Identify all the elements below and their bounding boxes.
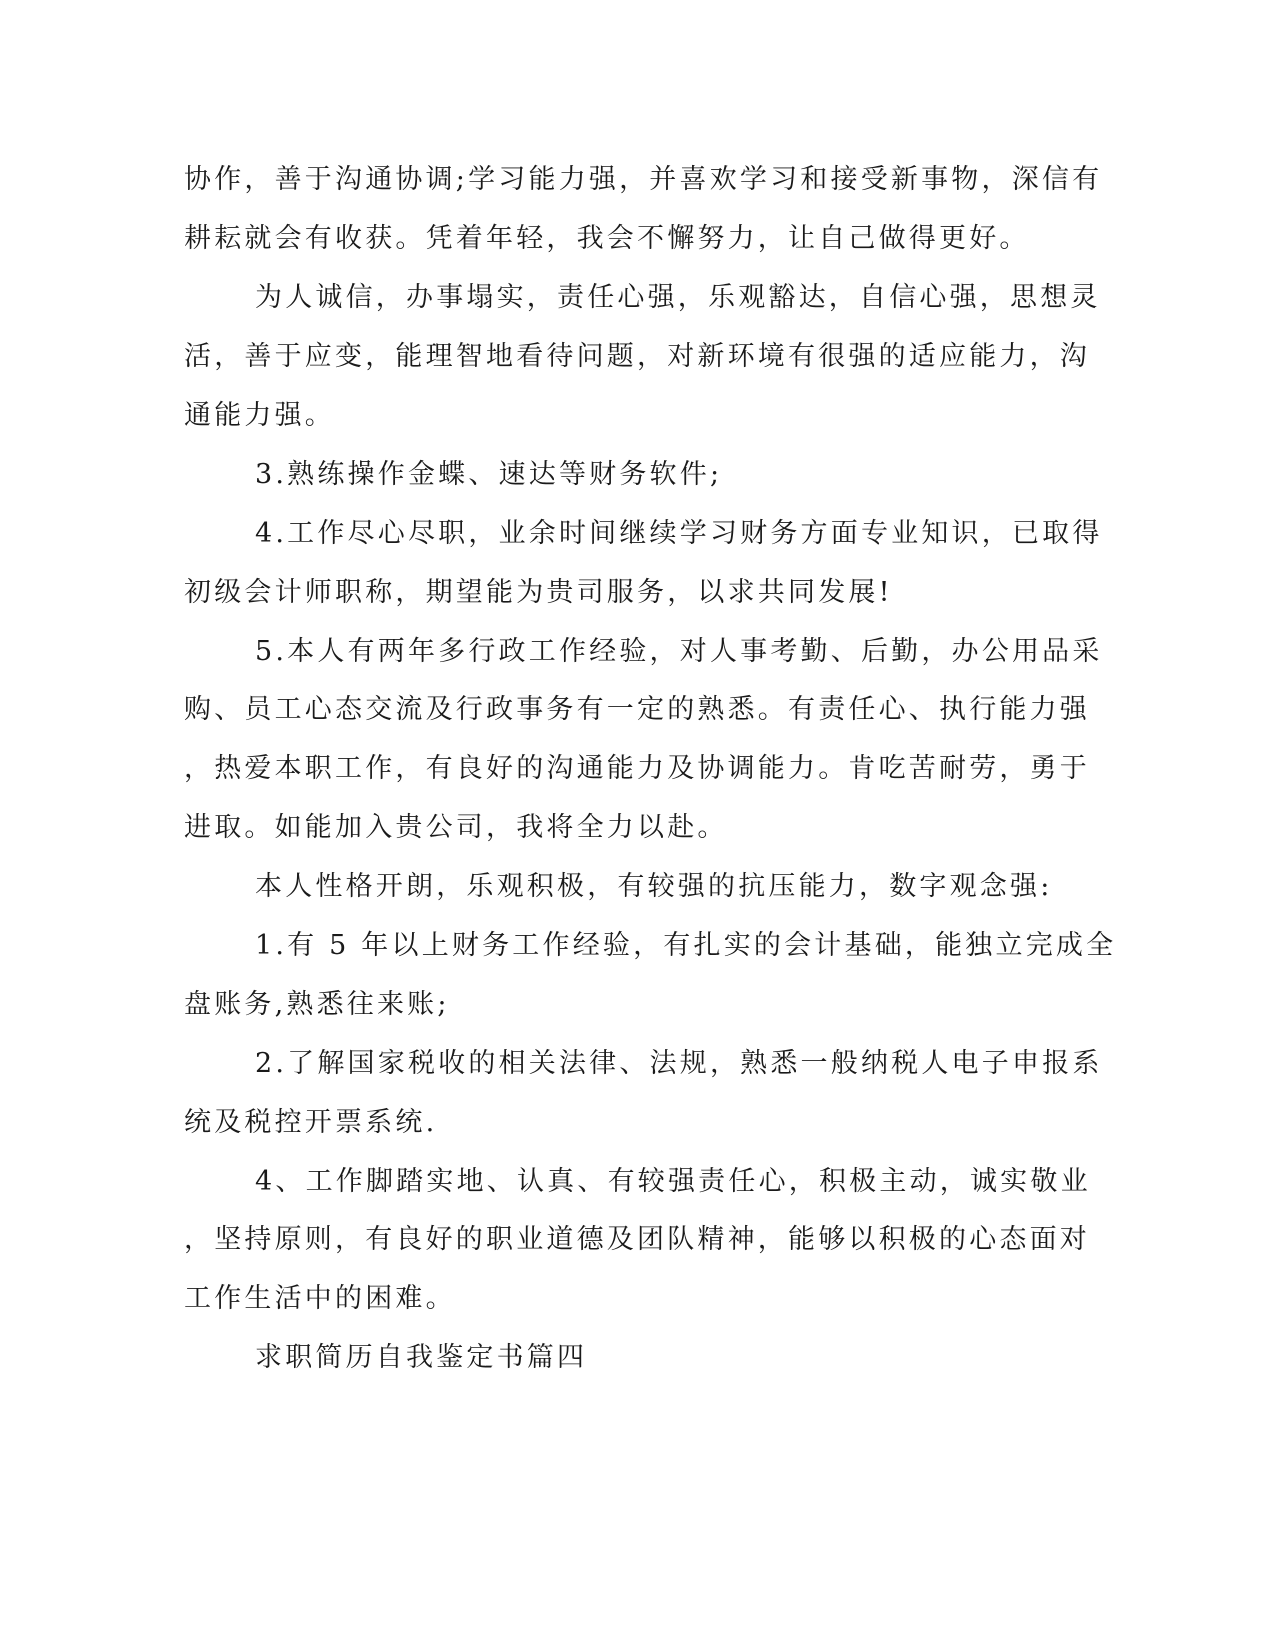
text-line-10: 购、员工心态交流及行政事务有一定的熟悉。有责任心、执行能力强 xyxy=(184,694,1090,725)
list-item-4b-line: 4、工作脚踏实地、认真、有较强责任心，积极主动，诚实敬业 xyxy=(255,1166,1091,1197)
text-line-15: 盘账务,熟悉往来账; xyxy=(184,989,450,1020)
section-heading: 求职简历自我鉴定书篇四 xyxy=(255,1342,588,1373)
paragraph-start-line-13: 本人性格开朗，乐观积极，有较强的抗压能力，数字观念强: xyxy=(255,871,1053,902)
text-line-11: ，热爱本职工作，有良好的沟通能力及协调能力。肯吃苦耐劳，勇于 xyxy=(184,753,1090,784)
list-item-4-line: 4.工作尽心尽职，业余时间继续学习财务方面专业知识，已取得 xyxy=(255,518,1103,549)
list-item-2-line: 2.了解国家税收的相关法律、法规，熟悉一般纳税人电子申报系 xyxy=(255,1048,1103,1079)
text-line-2: 耕耘就会有收获。凭着年轻，我会不懈努力，让自己做得更好。 xyxy=(184,223,1030,254)
list-item-1-line: 1.有 5 年以上财务工作经验，有扎实的会计基础，能独立完成全 xyxy=(255,930,1117,961)
text-line-5: 通能力强。 xyxy=(184,400,335,431)
text-line-12: 进取。如能加入贵公司，我将全力以赴。 xyxy=(184,812,728,843)
list-item-3-line: 3.熟练操作金蝶、速达等财务软件; xyxy=(255,459,723,490)
text-line-8: 初级会计师职称，期望能为贵司服务，以求共同发展! xyxy=(184,577,893,608)
paragraph-start-line-3: 为人诚信，办事塌实，责任心强，乐观豁达，自信心强，思想灵 xyxy=(255,282,1101,313)
list-item-5-line: 5.本人有两年多行政工作经验，对人事考勤、后勤，办公用品采 xyxy=(255,636,1103,667)
text-line-19: ，坚持原则，有良好的职业道德及团队精神，能够以积极的心态面对 xyxy=(184,1224,1090,1255)
text-line-17: 统及税控开票系统. xyxy=(184,1107,438,1138)
text-line-1: 协作，善于沟通协调;学习能力强，并喜欢学习和接受新事物，深信有 xyxy=(184,164,1103,195)
text-line-20: 工作生活中的困难。 xyxy=(184,1283,456,1314)
text-line-4: 活，善于应变，能理智地看待问题，对新环境有很强的适应能力，沟 xyxy=(184,341,1090,372)
